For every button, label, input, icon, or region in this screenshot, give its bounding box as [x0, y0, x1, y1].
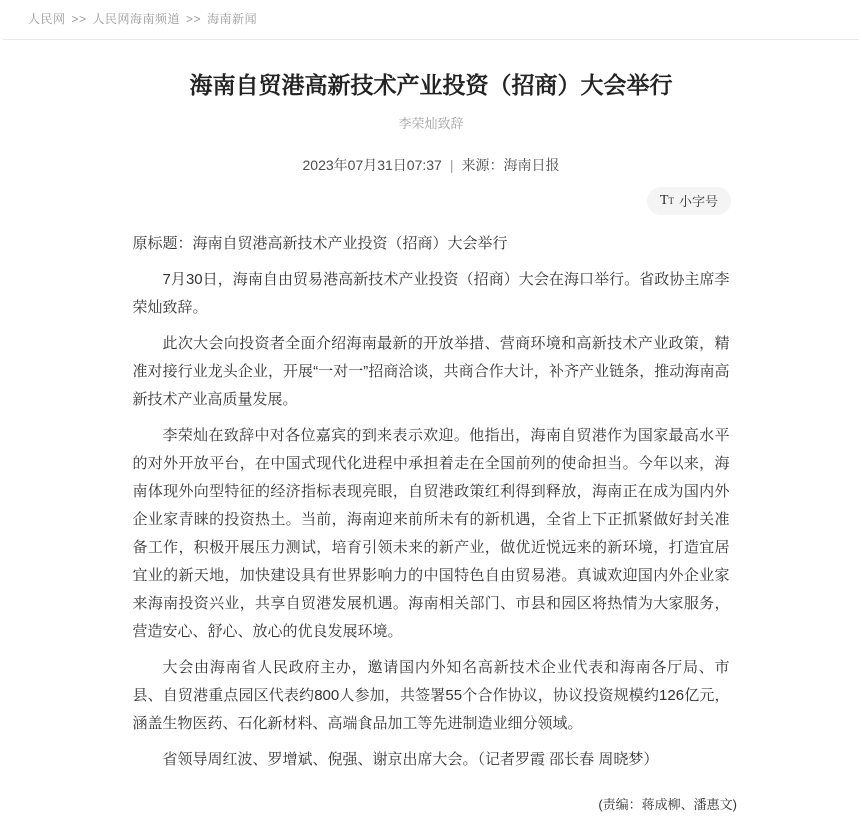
breadcrumb-link-hainan-channel[interactable]: 人民网海南频道	[92, 12, 181, 26]
breadcrumb-separator: >>	[186, 12, 202, 26]
breadcrumb-link-hainan-news[interactable]: 海南新闻	[207, 12, 258, 26]
meta-separator: |	[449, 157, 454, 173]
breadcrumb-link-peoples-daily[interactable]: 人民网	[28, 12, 66, 26]
article-title: 海南自贸港高新技术产业投资（招商）大会举行	[189, 72, 673, 98]
paragraph: 省领导周红波、罗增斌、倪强、谢京出席大会。（记者罗霞 邵长春 周晓梦）	[162, 751, 659, 768]
font-size-icon: TT	[659, 193, 674, 208]
paragraph: 7月30日，海南自由贸易港高新技术产业投资（招商）大会在海口举行。省政协主席李荣灿致辞。	[132, 271, 730, 316]
publish-date: 2023年07月31日07:37	[302, 157, 442, 173]
paragraph: 李荣灿在致辞中对各位嘉宾的到来表示欢迎。他指出，海南自贸港作为国家最高水平的对外开放平台，在中国式现代化进程中承担着走在全国前列的使命担当。今年以来，海南体现外向型特征的经济指标表现亮眼，自贸港政策红利得到释放，海南正在成为国内外企业家青睐的投资热土。当前，海南迎来前所未有的新机遇，全省上下正抓紧做好封关准备工作，积极开展压力测试，培育引领未来的新产业，做优近悦远来的新环境，打造宜居宜业的新天地，加快建设具有世界影响力的中国特色自由贸易港。真诚欢迎国内外企业家来海南投资兴业，共享自贸港发展机遇。海南相关部门、市县和园区将热情为大家服务，营造安心、舒心、放心的优良发展环境。	[132, 427, 730, 640]
article-meta	[0, 155, 862, 175]
article-subtitle: 李荣灿致辞	[398, 116, 464, 131]
editor-credit: (责编：蒋成柳、潘惠文)	[598, 797, 737, 812]
paragraph: 大会由海南省人民政府主办，邀请国内外知名高新技术企业代表和海南各厅局、市县、自贸港重点园区代表约800人参加，共签署55个合作协议，协议投资规模约126亿元，涵盖生物医药、石化新材料、高端食品加工等先进制造业细分领域。	[132, 659, 730, 732]
breadcrumb-separator: >>	[71, 12, 87, 26]
breadcrumb	[0, 0, 862, 39]
source-link[interactable]: 海南日报	[503, 157, 560, 173]
article-toolbar	[131, 187, 731, 213]
paragraph-original-title: 原标题：海南自贸港高新技术产业投资（招商）大会举行	[132, 235, 508, 252]
article-body	[133, 230, 730, 774]
article	[0, 70, 862, 831]
header-divider	[3, 39, 859, 40]
font-size-label: 小字号	[678, 194, 718, 209]
font-size-button[interactable]	[647, 187, 731, 215]
source-label: 来源：	[461, 157, 504, 173]
paragraph: 此次大会向投资者全面介绍海南最新的开放举措、营商环境和高新技术产业政策，精准对接行业龙头企业，开展“一对一”招商洽谈，共商合作大计，补齐产业链条，推动海南高新技术产业高质量发展。	[132, 335, 730, 408]
